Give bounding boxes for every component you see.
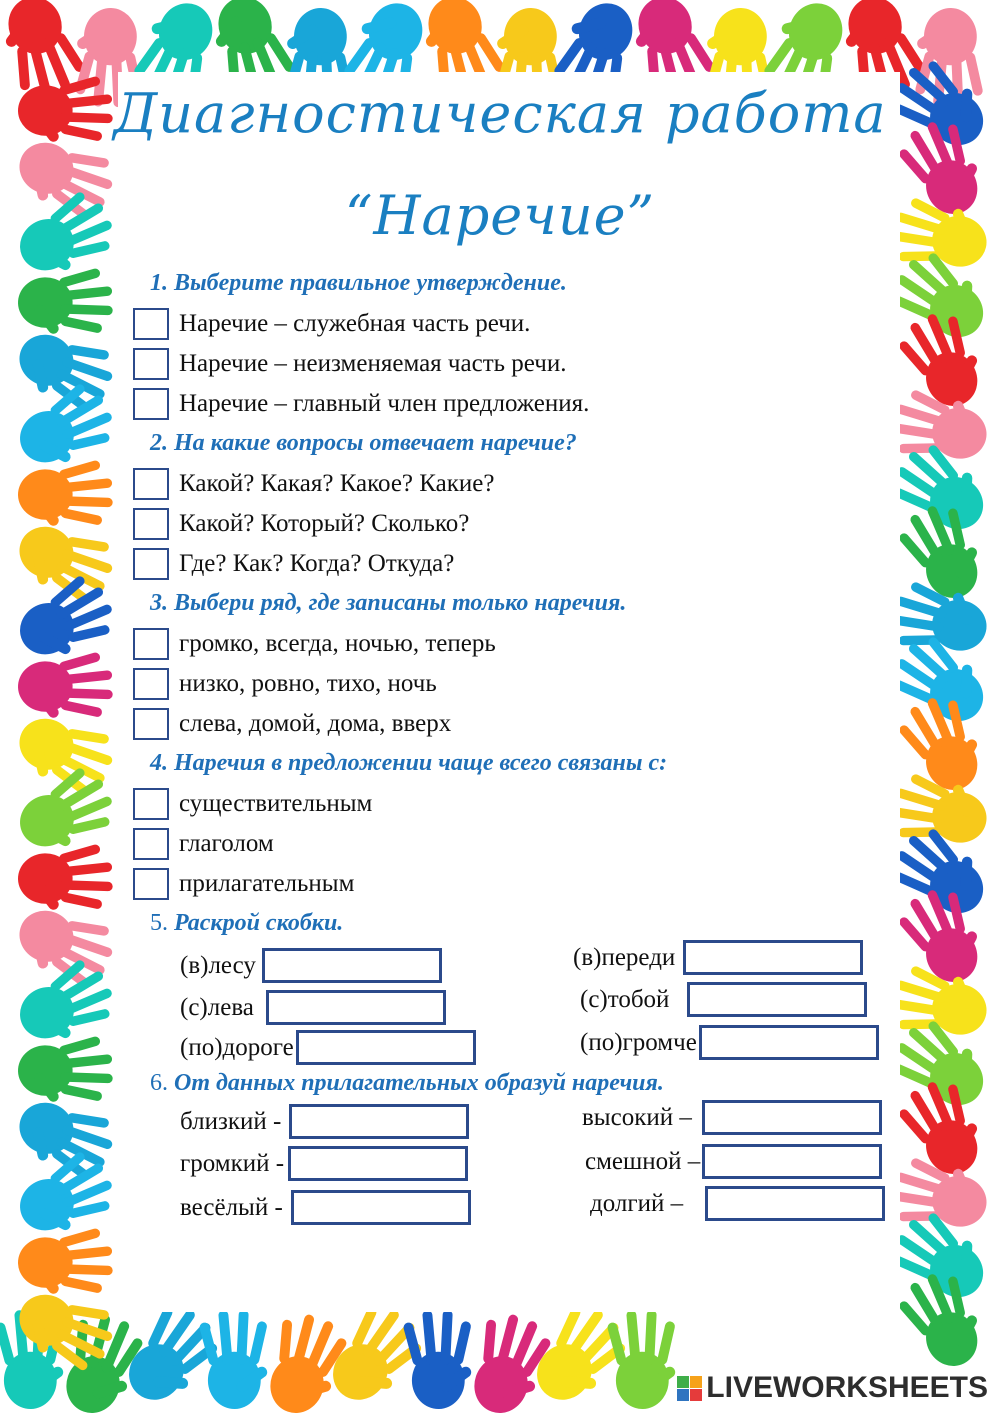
question-number: 3. bbox=[150, 590, 168, 616]
task-number: 5. bbox=[150, 910, 168, 936]
answer-input[interactable] bbox=[296, 1030, 476, 1065]
task5-left-row bbox=[180, 1030, 476, 1065]
task-5 bbox=[150, 910, 343, 937]
answer-input[interactable] bbox=[683, 940, 863, 975]
question-text: Выбери ряд, где записаны только наречия. bbox=[174, 590, 627, 616]
logo-mark-cell bbox=[690, 1376, 702, 1388]
answer-input[interactable] bbox=[687, 982, 867, 1017]
task5-left-row bbox=[180, 948, 442, 983]
answer-input[interactable] bbox=[291, 1190, 471, 1225]
checkbox[interactable] bbox=[133, 668, 169, 700]
hand-shape bbox=[17, 1035, 114, 1105]
option-row bbox=[133, 866, 354, 902]
answer-input[interactable] bbox=[699, 1025, 879, 1060]
word-label: (по)громче bbox=[580, 1028, 697, 1056]
option-label: Наречие – служебная часть речи. bbox=[179, 310, 531, 337]
checkbox[interactable] bbox=[133, 868, 169, 900]
checkbox[interactable] bbox=[133, 788, 169, 820]
word-label: смешной – bbox=[585, 1147, 701, 1175]
task6-right-row bbox=[582, 1100, 882, 1135]
checkbox[interactable] bbox=[133, 348, 169, 380]
option-row bbox=[133, 626, 496, 662]
checkbox[interactable] bbox=[133, 708, 169, 740]
option-row bbox=[133, 386, 589, 422]
hand-shape bbox=[17, 267, 114, 337]
word-label: весёлый - bbox=[180, 1193, 283, 1221]
logo-text: LIVEWORKSHEETS bbox=[706, 1371, 988, 1404]
hand-shape bbox=[17, 843, 114, 913]
hand-shape bbox=[17, 459, 114, 529]
liveworksheets-logo[interactable] bbox=[677, 1371, 988, 1405]
task5-right-row bbox=[573, 940, 863, 975]
logo-mark-icon bbox=[677, 1376, 702, 1401]
question-4 bbox=[150, 750, 667, 777]
option-row bbox=[133, 466, 494, 502]
checkbox[interactable] bbox=[133, 508, 169, 540]
task-text: Раскрой скобки. bbox=[174, 910, 344, 936]
hand-shape bbox=[17, 1227, 114, 1297]
task5-left-row bbox=[180, 990, 446, 1025]
option-label: Наречие – главный член предложения. bbox=[179, 390, 590, 417]
task6-left-row bbox=[180, 1146, 468, 1181]
hand-shape bbox=[606, 1309, 678, 1410]
task6-right-row bbox=[590, 1186, 885, 1221]
checkbox[interactable] bbox=[133, 388, 169, 420]
word-label: высокий – bbox=[582, 1103, 692, 1131]
question-1 bbox=[150, 270, 567, 297]
option-row bbox=[133, 306, 530, 342]
option-label: глаголом bbox=[179, 830, 274, 857]
word-label: (с)тобой bbox=[580, 985, 670, 1013]
checkbox[interactable] bbox=[133, 628, 169, 660]
option-row bbox=[133, 346, 566, 382]
hand-shape bbox=[198, 1309, 270, 1410]
word-label: громкий - bbox=[180, 1149, 285, 1177]
task-number: 6. bbox=[150, 1070, 168, 1096]
checkbox[interactable] bbox=[133, 548, 169, 580]
hand-shape bbox=[17, 651, 114, 721]
checkbox[interactable] bbox=[133, 828, 169, 860]
task5-right-row bbox=[580, 1025, 879, 1060]
task6-left-row bbox=[180, 1190, 471, 1225]
answer-input[interactable] bbox=[262, 948, 442, 983]
option-label: прилагательным bbox=[179, 870, 355, 897]
option-row bbox=[133, 826, 274, 862]
question-number: 1. bbox=[150, 270, 168, 296]
answer-input[interactable] bbox=[702, 1100, 882, 1135]
question-text: Выберите правильное утверждение. bbox=[174, 270, 567, 296]
task6-left-row bbox=[180, 1104, 469, 1139]
option-row bbox=[133, 546, 454, 582]
question-3 bbox=[150, 590, 626, 617]
word-label: долгий – bbox=[590, 1189, 684, 1217]
task-6 bbox=[150, 1070, 664, 1097]
option-label: громко, всегда, ночью, теперь bbox=[179, 630, 496, 657]
logo-mark-cell bbox=[677, 1389, 689, 1401]
option-label: существительным bbox=[179, 790, 373, 817]
answer-input[interactable] bbox=[266, 990, 446, 1025]
logo-mark-cell bbox=[690, 1389, 702, 1401]
checkbox[interactable] bbox=[133, 308, 169, 340]
option-row bbox=[133, 506, 469, 542]
task5-right-row bbox=[580, 982, 867, 1017]
question-text: На какие вопросы отвечает наречие? bbox=[174, 430, 577, 456]
answer-input[interactable] bbox=[289, 1104, 469, 1139]
word-label: (с)лева bbox=[180, 993, 254, 1021]
logo-mark-cell bbox=[677, 1376, 689, 1388]
answer-input[interactable] bbox=[288, 1146, 468, 1181]
option-row bbox=[133, 666, 437, 702]
title-line-1: Диагностическая работа bbox=[113, 82, 887, 145]
word-label: (в)лесу bbox=[180, 951, 256, 979]
task-text: От данных прилагательных образуй наречия. bbox=[174, 1070, 664, 1096]
answer-input[interactable] bbox=[702, 1144, 882, 1179]
word-label: (по)дороге bbox=[180, 1033, 294, 1061]
task6-right-row bbox=[585, 1144, 882, 1179]
question-2 bbox=[150, 430, 577, 457]
question-number: 4. bbox=[150, 750, 168, 776]
option-label: Наречие – неизменяемая часть речи. bbox=[179, 350, 567, 377]
option-row bbox=[133, 706, 451, 742]
option-label: Какой? Какая? Какое? Какие? bbox=[179, 470, 495, 497]
option-label: Где? Как? Когда? Откуда? bbox=[179, 550, 455, 577]
option-row bbox=[133, 786, 372, 822]
option-label: Какой? Который? Сколько? bbox=[179, 510, 470, 537]
option-label: слева, домой, дома, вверх bbox=[179, 710, 452, 737]
word-label: (в)переди bbox=[573, 943, 676, 971]
question-number: 2. bbox=[150, 430, 168, 456]
title-line-2: “Наречие” bbox=[344, 184, 656, 247]
question-text: Наречия в предложении чаще всего связаны с: bbox=[174, 750, 668, 776]
answer-input[interactable] bbox=[705, 1186, 885, 1221]
word-label: близкий - bbox=[180, 1107, 282, 1135]
option-label: низко, ровно, тихо, ночь bbox=[179, 670, 437, 697]
hand-shape bbox=[402, 1309, 474, 1410]
checkbox[interactable] bbox=[133, 468, 169, 500]
